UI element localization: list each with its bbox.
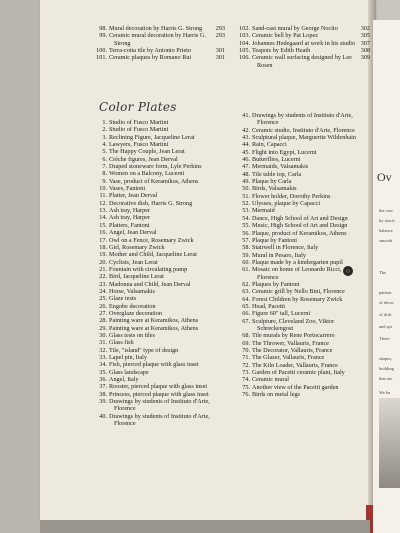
right-page-text-fragment: by touch <box>379 218 395 223</box>
item-text: Plaques by Fantoni <box>252 280 300 288</box>
list-item <box>240 40 370 47</box>
item-number: 44. <box>242 141 250 149</box>
item-number: 18. <box>99 243 107 251</box>
item-number: 67. <box>242 317 250 325</box>
list-item <box>240 252 370 259</box>
list-item <box>240 384 370 391</box>
item-text: Glass fish <box>109 339 134 347</box>
item-number: 1. <box>102 119 107 126</box>
item-text: Engobe decoration <box>109 302 156 310</box>
item-text: Mural decoration by Harris G. Strong <box>109 25 203 32</box>
list-item <box>97 281 225 288</box>
page-bottom-shadow <box>40 520 370 533</box>
item-number: 38. <box>99 390 107 398</box>
item-text: Painting ware at Keramikos, Athens <box>109 324 199 332</box>
item-text: The Glazer, Vallauris, France <box>252 354 325 362</box>
item-number: 24. <box>99 287 107 295</box>
item-number: 53. <box>242 207 250 215</box>
list-item <box>240 310 370 317</box>
item-number: 58. <box>242 244 250 252</box>
item-text: Sculpture, Cleveland Zoo, Viktor Schreckengost <box>252 317 335 332</box>
item-number: 5. <box>102 148 107 156</box>
item-text: Flower holder, Dorothy Perkins <box>252 192 331 200</box>
list-item <box>240 244 370 251</box>
item-number: 40. <box>99 412 107 420</box>
list-item <box>240 54 370 69</box>
item-number: 74. <box>242 376 250 384</box>
item-number: 46. <box>242 156 250 164</box>
item-text: Ceramic mural <box>252 376 289 384</box>
list-item <box>97 32 225 47</box>
list-item <box>240 288 370 295</box>
item-text: Bird, Jacqueline Lerat <box>109 273 164 281</box>
list-item <box>240 237 370 244</box>
item-text: Plaque by Fantoni <box>252 236 298 244</box>
item-number: 55. <box>242 222 250 230</box>
right-page-text-fragment: the cruc <box>379 208 394 213</box>
list-item <box>97 251 225 258</box>
item-text: Vases, Fantoni <box>109 185 146 193</box>
list-item <box>97 317 225 324</box>
item-text: Horse, Valsamakis <box>109 287 155 295</box>
item-text: Fountain with circulating pump <box>109 265 188 273</box>
item-number: 8. <box>102 170 107 178</box>
right-page-text-fragment: that are <box>379 376 393 381</box>
list-item <box>240 222 370 229</box>
item-number: 33. <box>99 354 107 361</box>
item-number: 42. <box>242 126 250 134</box>
item-number: 39. <box>99 398 107 406</box>
item-number: 37. <box>99 383 107 391</box>
item-text: The Happy Couple, Jean Lerat <box>109 148 185 156</box>
list-item <box>240 127 370 134</box>
list-item <box>97 376 225 383</box>
item-number: 9. <box>102 177 107 185</box>
item-text: Cyclists, Jean Lerat <box>109 258 158 266</box>
list-item <box>97 339 225 346</box>
item-number: 63. <box>242 288 250 296</box>
item-text: Girl, Rosemary Zwick <box>109 243 165 251</box>
item-page-number: 301 <box>215 54 225 62</box>
item-text: Ceramic wall surfacing designed by Lee Rosen <box>252 54 352 69</box>
list-item <box>240 303 370 310</box>
list-item <box>97 259 225 266</box>
right-page-text-fragment: The <box>379 270 386 275</box>
item-text: Plaque by Carla <box>252 178 292 186</box>
item-number: 49. <box>242 178 250 186</box>
item-text: Ash tray, Harper <box>109 214 151 222</box>
list-item <box>97 303 225 310</box>
list-item <box>240 200 370 207</box>
list-item <box>240 171 370 178</box>
list-item <box>97 178 225 185</box>
item-text: Glaze tests <box>109 295 136 303</box>
item-text: Mural in Pesaro, Italy <box>252 251 306 259</box>
section-heading: Color Plates <box>99 100 177 114</box>
list-item <box>240 193 370 200</box>
right-page-text-fragment: of decor <box>379 300 394 305</box>
list-item <box>240 141 370 148</box>
item-number: 106. <box>239 54 250 62</box>
item-text: The Thrower, Vallauris, France <box>252 339 330 347</box>
item-text: Women on a Balcony, Lucerni <box>109 170 185 178</box>
item-text: Ceramic studio, Instituto d'Arte, Florence <box>252 126 355 134</box>
item-number: 69. <box>242 339 250 347</box>
list-item <box>97 47 225 54</box>
right-page-text-fragment: smooth <box>379 238 393 243</box>
list-item <box>97 361 225 368</box>
right-page-text-fragment: of drift <box>379 312 392 317</box>
item-number: 31. <box>99 339 107 347</box>
item-text: Decorative dish, Harris G. Strong <box>109 199 193 207</box>
item-text: Dance, High School of Art and Design <box>252 214 348 222</box>
list-item <box>240 369 370 376</box>
item-text: Flight into Egypt, Lucerni <box>252 148 317 156</box>
item-number: 34. <box>99 361 107 369</box>
item-text: Birds on metal legs <box>252 391 300 399</box>
item-text: Angel, Jean Derval <box>109 229 157 237</box>
item-text: Drawings by students of Instituto d'Arte, Florence <box>252 112 353 127</box>
list-item <box>97 288 225 295</box>
list-item <box>97 229 225 236</box>
item-number: 76. <box>242 391 250 399</box>
item-number: 104. <box>239 39 250 47</box>
item-number: 23. <box>99 280 107 288</box>
item-text: Lawyers, Fusco Martini <box>109 141 169 149</box>
list-item <box>97 170 225 177</box>
list-item <box>97 325 225 332</box>
item-number: 2. <box>102 126 107 134</box>
list-item <box>97 119 225 126</box>
right-page-text-fragment: There <box>379 336 390 341</box>
item-text: Overglaze decoration <box>109 309 162 317</box>
item-number: 29. <box>99 324 107 332</box>
item-text: Lapel pin, Italy <box>109 354 147 361</box>
list-top-left <box>97 25 225 62</box>
item-text: Sand-cast mural by George Nocito <box>252 25 338 32</box>
item-text: Ceramic plaques by Romano Rui <box>109 54 192 62</box>
item-text: Figure 60" tall, Lucerni <box>252 310 311 318</box>
list-item <box>240 134 370 141</box>
item-number: 30. <box>99 331 107 339</box>
item-number: 32. <box>99 346 107 354</box>
list-item <box>240 185 370 192</box>
list-item <box>240 281 370 288</box>
list-item <box>97 200 225 207</box>
item-number: 52. <box>242 200 250 208</box>
right-page-text-fragment: shapes, <box>379 356 393 361</box>
book-page-right <box>373 20 400 533</box>
item-number: 54. <box>242 214 250 222</box>
item-text: Rain, Capacci <box>252 141 287 149</box>
item-text: Ceramic mural decoration by Harris G. Strong <box>109 32 206 47</box>
item-text: Owl on a Fence, Rosemary Zwick <box>109 236 194 244</box>
item-text: The Kiln Loader, Vallauris, France <box>252 361 338 369</box>
item-number: 60. <box>242 258 250 266</box>
item-text: Mother and Child, Jacqueline Lerat <box>109 251 197 259</box>
list-item <box>240 230 370 237</box>
list-item <box>97 148 225 155</box>
item-page-number: 307 <box>360 39 370 47</box>
list-item <box>240 207 370 214</box>
item-text: Vase, product of Keramikos, Athens <box>109 177 199 185</box>
item-number: 64. <box>242 295 250 303</box>
item-number: 62. <box>242 280 250 288</box>
item-text: Rooster, pierced plaque with glass inset <box>109 383 208 391</box>
list-item <box>97 383 225 390</box>
list-item <box>97 222 225 229</box>
item-text: Mosaic on home of Leonardo Ricci, Florence <box>252 266 342 281</box>
list-item <box>240 362 370 369</box>
background-left <box>0 0 40 533</box>
list-item <box>240 354 370 361</box>
item-number: 99. <box>99 32 107 40</box>
list-item <box>97 391 225 398</box>
list-item <box>240 318 370 333</box>
list-item <box>97 354 225 361</box>
list-item <box>240 25 370 32</box>
item-text: Johannes Hedegaard at work in his studio <box>252 39 356 47</box>
list-item <box>240 391 370 398</box>
item-text: Head, Pacetti <box>252 302 285 310</box>
list-item <box>240 347 370 354</box>
list-item <box>97 156 225 163</box>
item-number: 50. <box>242 185 250 193</box>
item-number: 105. <box>239 47 250 55</box>
item-text: Tile murals by Rene Portocarrero <box>252 332 335 340</box>
item-page-number: 308 <box>360 47 370 55</box>
item-number: 19. <box>99 251 107 259</box>
item-number: 98. <box>99 25 107 32</box>
item-number: 25. <box>99 295 107 303</box>
item-number: 27. <box>99 309 107 317</box>
right-page-text-fragment: balance <box>379 228 393 233</box>
item-text: Platters, Fantoni <box>109 221 150 229</box>
item-text: Garden of Pacetti ceramic plant, Italy <box>252 369 345 377</box>
item-number: 15. <box>99 221 107 229</box>
item-text: Reclining Figure, Jacqueline Lerat <box>109 133 195 141</box>
item-number: 35. <box>99 368 107 376</box>
item-text: Angel, Italy <box>109 376 139 384</box>
list-item <box>240 178 370 185</box>
item-number: 14. <box>99 214 107 222</box>
item-number: 3. <box>102 133 107 141</box>
item-text: Tile table top, Carla <box>252 170 302 178</box>
list-item <box>240 156 370 163</box>
right-page-text-fragment: and spi <box>379 324 392 329</box>
item-number: 103. <box>239 32 250 40</box>
list-item <box>97 398 225 413</box>
list-item <box>97 244 225 251</box>
item-number: 61. <box>242 266 250 274</box>
item-text: Studio of Fusco Martini <box>109 119 169 126</box>
list-item <box>97 347 225 354</box>
list-top-right <box>240 25 370 69</box>
item-number: 71. <box>242 354 250 362</box>
list-item <box>97 126 225 133</box>
list-item <box>97 185 225 192</box>
item-number: 17. <box>99 236 107 244</box>
list-item <box>97 237 225 244</box>
item-page-number: 305 <box>360 32 370 40</box>
item-number: 100. <box>96 47 107 55</box>
item-number: 59. <box>242 251 250 259</box>
item-text: Birds, Valsamakis <box>252 185 297 193</box>
list-item <box>97 54 225 61</box>
list-item <box>240 215 370 222</box>
item-text: Madonna and Child, Jean Derval <box>109 280 191 288</box>
item-number: 70. <box>242 347 250 354</box>
list-item <box>240 47 370 54</box>
item-number: 101. <box>96 54 107 62</box>
item-text: Drawings by students of Instituto d'Arte, Florence <box>109 412 210 428</box>
item-text: Ash tray, Harper <box>109 207 151 215</box>
item-number: 16. <box>99 229 107 237</box>
item-text: Draped stoneware form, Lyle Perkins <box>109 163 202 171</box>
item-text: Crèche figures, Jean Derval <box>109 155 178 163</box>
item-text: Stairwell in Florence, Italy <box>252 244 319 252</box>
item-number: 75. <box>242 383 250 391</box>
item-number: 47. <box>242 163 250 171</box>
list-item <box>97 266 225 273</box>
item-number: 7. <box>102 163 107 171</box>
item-number: 102. <box>239 25 250 32</box>
item-number: 22. <box>99 273 107 281</box>
list-item <box>97 332 225 339</box>
plates-list-right <box>240 112 370 398</box>
item-page-number: 309 <box>360 54 370 62</box>
item-number: 21. <box>99 265 107 273</box>
item-number: 48. <box>242 170 250 178</box>
list-item <box>97 25 225 32</box>
item-text: Terra-cotta tile by Antonio Prieto <box>109 47 192 55</box>
list-item <box>97 141 225 148</box>
right-page-text-fragment: pattern <box>379 290 392 295</box>
list-item <box>97 163 225 170</box>
list-item <box>240 163 370 170</box>
list-item <box>97 214 225 221</box>
item-text: Glass tests on tiles <box>109 331 155 339</box>
right-page-photo <box>379 398 400 488</box>
item-text: Sculptural plaque, Marguerite Wildenhain <box>252 134 356 142</box>
item-number: 12. <box>99 199 107 207</box>
list-item <box>240 332 370 339</box>
item-page-number: 302 <box>360 25 370 32</box>
item-text: Butterflies, Lucerni <box>252 156 301 164</box>
item-number: 68. <box>242 332 250 340</box>
item-text: Tile, "island" type of design <box>109 346 179 354</box>
list-item <box>97 310 225 317</box>
item-text: Fish, pierced plaque with glass inset <box>109 361 199 369</box>
item-text: Ulysses, plaque by Capacci <box>252 200 321 208</box>
list-item <box>240 296 370 303</box>
item-number: 36. <box>99 376 107 384</box>
item-number: 28. <box>99 317 107 325</box>
item-number: 4. <box>102 141 107 149</box>
item-text: The Decorator, Vallauris, France <box>252 347 333 354</box>
item-number: 51. <box>242 192 250 200</box>
item-number: 57. <box>242 236 250 244</box>
item-number: 72. <box>242 361 250 369</box>
item-text: Forest Children by Rosemary Zwick <box>252 295 343 303</box>
right-page-text-fragment: Ov <box>377 170 392 184</box>
item-number: 26. <box>99 302 107 310</box>
item-text: Studio of Fusco Martini <box>109 126 169 134</box>
item-text: Mermaid <box>252 207 275 215</box>
list-item <box>97 207 225 214</box>
item-text: Mermaids, Valsamakis <box>252 163 309 171</box>
list-item <box>97 273 225 280</box>
list-item <box>97 192 225 199</box>
item-number: 73. <box>242 369 250 377</box>
item-text: Plaque, product of Keramikos, Athens <box>252 229 347 237</box>
item-page-number: 301 <box>215 47 225 55</box>
list-item <box>240 149 370 156</box>
item-number: 41. <box>242 112 250 119</box>
list-item <box>240 32 370 39</box>
item-page-number: 293 <box>215 32 225 40</box>
item-page-number: 293 <box>215 25 225 32</box>
item-text: Music, High School of Art and Design <box>252 222 348 230</box>
plates-list-left <box>97 119 225 427</box>
item-number: 45. <box>242 148 250 156</box>
item-number: 20. <box>99 258 107 266</box>
item-text: Another view of the Pacetti garden <box>252 383 339 391</box>
list-item <box>97 134 225 141</box>
item-text: Drawings by students of Instituto d'Arte, Florence <box>109 398 210 413</box>
item-number: 13. <box>99 207 107 215</box>
item-text: Ceramic bell by Pat Lopez <box>252 32 318 40</box>
item-number: 10. <box>99 185 107 193</box>
right-page-text-fragment: building <box>379 366 395 371</box>
list-item <box>240 340 370 347</box>
right-page-text-fragment: We ha <box>379 390 391 395</box>
item-text: Princess, pierced plaque with glass inset <box>109 390 209 398</box>
item-number: 6. <box>102 155 107 163</box>
item-number: 65. <box>242 302 250 310</box>
item-text: Ceramic grill by Nello Bini, Florence <box>252 288 345 296</box>
list-item <box>240 112 370 127</box>
item-text: Glass landscape <box>109 368 149 376</box>
item-text: Teapots by Edith Heath <box>252 47 311 55</box>
list-item <box>97 413 225 428</box>
list-item <box>240 376 370 383</box>
list-item <box>97 295 225 302</box>
item-text: Platter, Jean Derval <box>109 192 158 200</box>
item-text: Painting ware at Keramikos, Athens <box>109 317 199 325</box>
list-item <box>240 259 370 266</box>
item-number: 11. <box>99 192 107 200</box>
item-number: 56. <box>242 229 250 237</box>
item-number: 66. <box>242 310 250 318</box>
item-text: Plaque made by a kindergarten pupil <box>252 258 343 266</box>
item-number: 43. <box>242 134 250 142</box>
plate-mark-icon: ○ <box>343 266 353 276</box>
list-item <box>97 369 225 376</box>
